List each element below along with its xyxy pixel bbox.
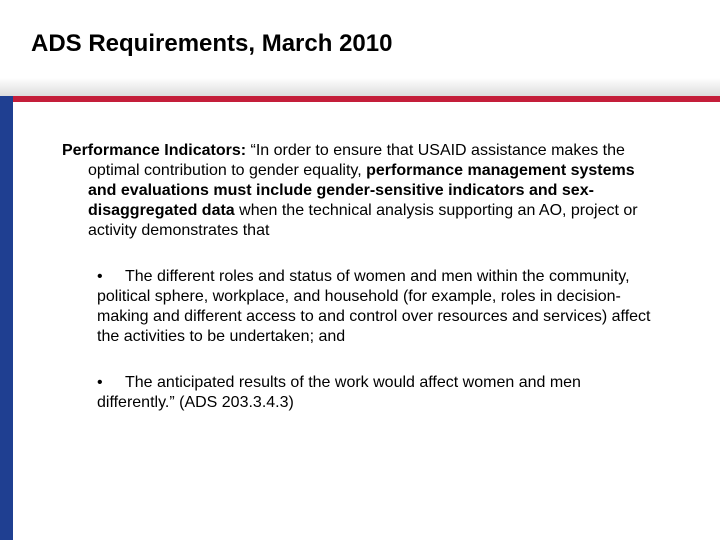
lead-text-2: when the technical analysis supporting an AO, project or activity demonstrates that xyxy=(88,202,638,239)
bullet-item xyxy=(62,267,662,347)
header-accent-bar xyxy=(0,96,720,102)
lead-text-1: “In order to ensure that USAID assistance makes the optimal contribution to gender equality, xyxy=(88,142,625,179)
bullet-symbol: • xyxy=(97,268,103,285)
bullet-symbol: • xyxy=(97,374,103,391)
lead-heading: Performance Indicators: xyxy=(62,142,247,159)
bullet-text: The anticipated results of the work would affect women and men differently.” (ADS 203.3.4.3) xyxy=(97,374,581,411)
bullet-text: The different roles and status of women and men within the community, political sphere, workplace, and household (for example, roles in decision-making and different access to and control over resources and services) affect the activities to be undertaken; and xyxy=(97,268,651,345)
left-accent-bar xyxy=(0,96,13,540)
performance-indicators-paragraph xyxy=(62,141,662,241)
bullet-item xyxy=(62,373,662,413)
slide-body xyxy=(62,141,662,413)
slide-title: ADS Requirements, March 2010 xyxy=(31,30,393,57)
lead-bold-requirement: performance management systems and evaluations must include gender-sensitive indicators and sex-disaggregated data xyxy=(88,162,635,219)
header-shadow xyxy=(0,78,720,96)
